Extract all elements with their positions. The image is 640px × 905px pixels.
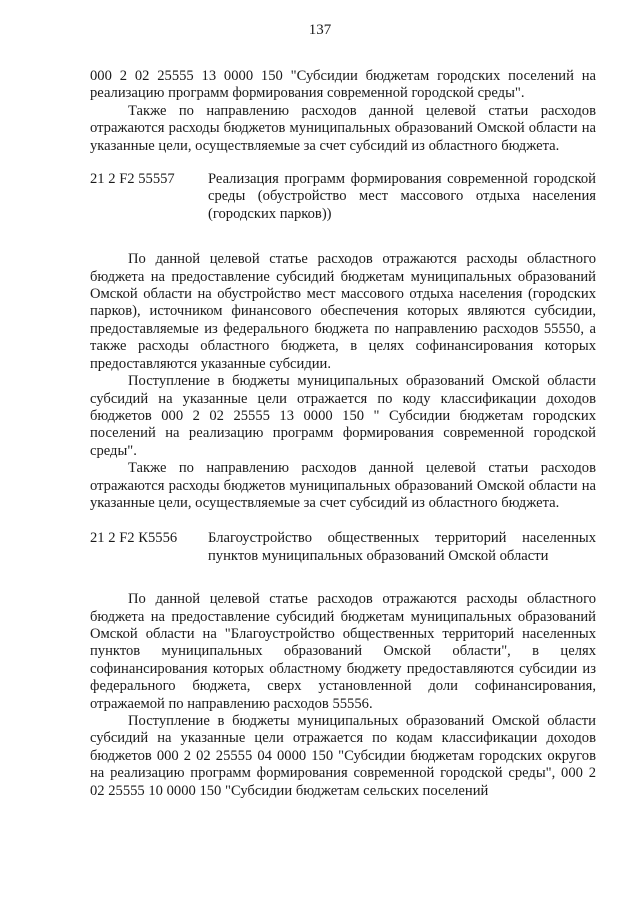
target-article-code: 21 2 F2 К5556 bbox=[90, 530, 178, 547]
paragraph-article-description-1: По данной целевой статье расходов отражаются расходы областного бюджета на предоставление субсидий бюджетам муниципальных образований Омской области на обустройство мест массового отдыха населения (городских парков), источником финансового обеспечения которых являются субсидии, предоставляемые из федерального бюджета по направлению расходов 55550, а также расходы областного бюджета, в целях софинансирования которых предоставляются указанные субсидии. bbox=[90, 251, 596, 372]
document-body bbox=[90, 68, 596, 800]
page-number: 137 bbox=[308, 22, 332, 38]
paragraph-income-code-continuation: 000 2 02 25555 13 0000 150 "Субсидии бюджетам городских поселений на реализацию программ формирования современной городской среды". bbox=[90, 68, 596, 102]
target-article-title: Реализация программ формирования современной городской среды (обустройство мест массового отдыха населения (городских парков)) bbox=[208, 171, 596, 222]
paragraph-income-receipt-1: Поступление в бюджеты муниципальных образований Омской области субсидий на указанные цели отражается по коду классификации доходов бюджетов 000 2 02 25555 13 0000 150 " Субсидии бюджетам городских поселений на реализацию программ формирования современной городской среды". bbox=[90, 373, 596, 459]
target-article-heading-k5556 bbox=[90, 530, 596, 565]
target-article-heading-55557 bbox=[90, 171, 596, 223]
paragraph-also-expenses-2: Также по направлению расходов данной целевой статьи расходов отражаются расходы бюджетов муниципальных образований Омской области на указанные цели, осуществляемые за счет субсидий из областного бюджета. bbox=[90, 460, 596, 511]
target-article-code: 21 2 F2 55557 bbox=[90, 171, 175, 188]
paragraph-also-expenses-1: Также по направлению расходов данной целевой статьи расходов отражаются расходы бюджетов муниципальных образований Омской области на указанные цели, осуществляемые за счет субсидий из областного бюджета. bbox=[90, 102, 596, 154]
target-article-title: Благоустройство общественных территорий населенных пунктов муниципальных образований Омской области bbox=[208, 530, 596, 564]
paragraph-article-description-2: По данной целевой статье расходов отражаются расходы областного бюджета на предоставление субсидий бюджетам муниципальных образований Омской области на "Благоустройство общественных территорий населенных пунктов муниципальных образований Омской области", в целях софинансирования которых областному бюджету предоставляются субсидии из федерального бюджета, сверх установленной доли софинансирования, отражаемой по направлению расходов 55556. bbox=[90, 591, 596, 712]
paragraph-income-receipt-2: Поступление в бюджеты муниципальных образований Омской области субсидий на указанные цели отражается по кодам классификации доходов бюджетов 000 2 02 25555 04 0000 150 "Субсидии бюджетам городских округов на реализацию программ формирования современной городской среды", 000 2 02 25555 10 0000 150 "Субсидии бюджетам сельских поселений bbox=[90, 713, 596, 799]
